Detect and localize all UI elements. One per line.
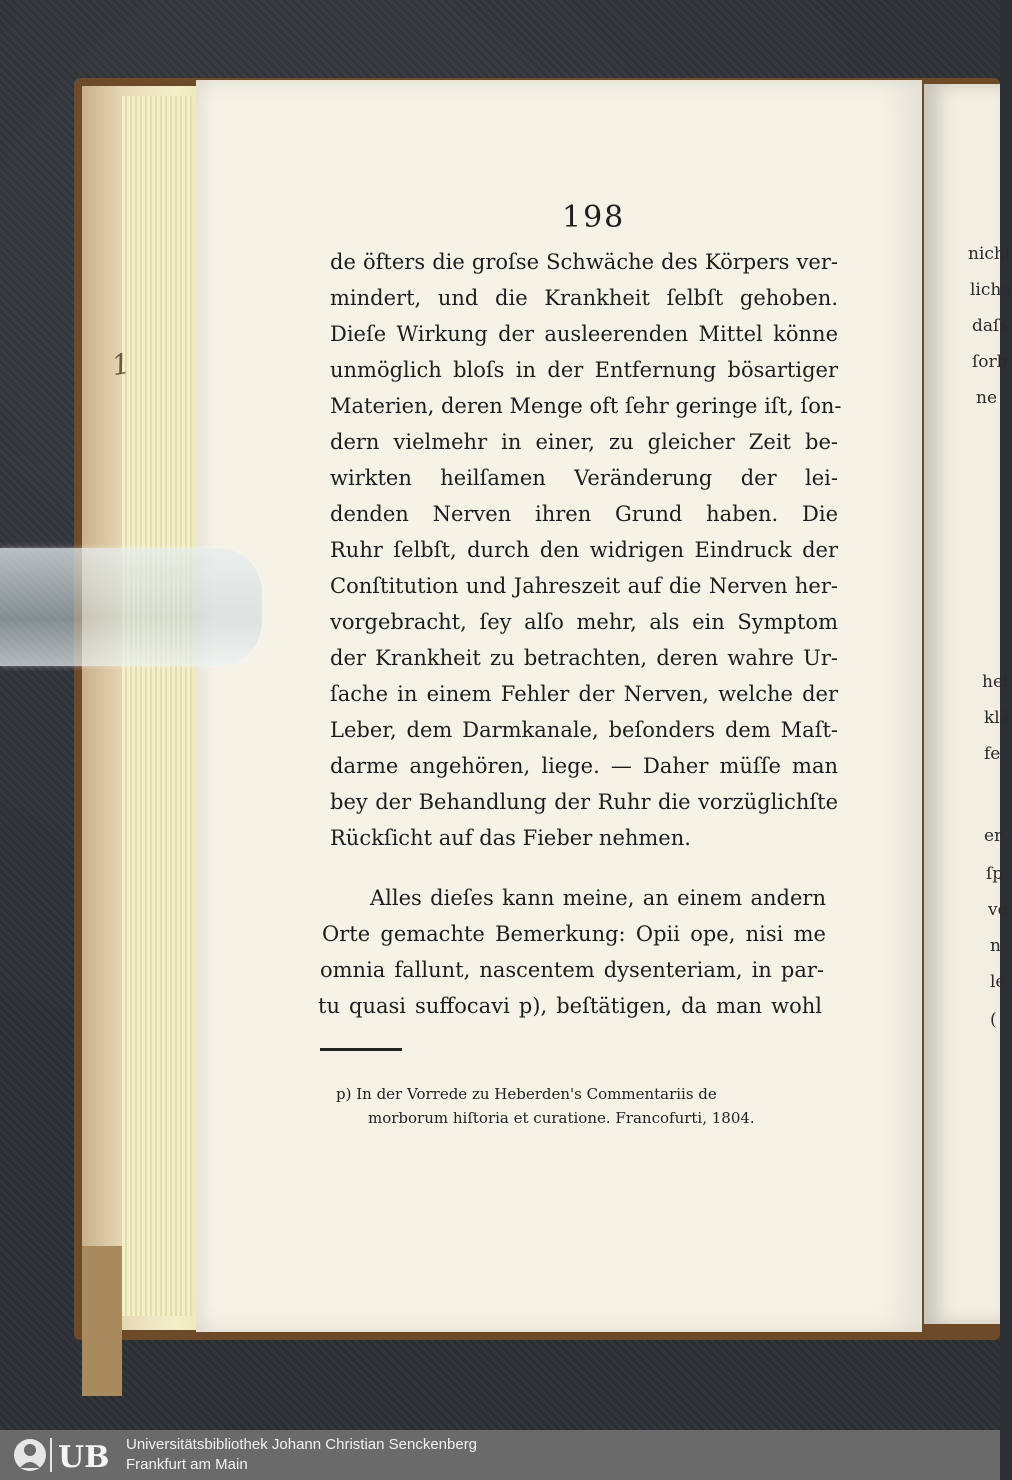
text-line: unmöglich bloſs in der Entfernung bösartiger: [330, 358, 838, 382]
library-footer: [0, 1430, 1000, 1480]
text-line: Alles dieſes kann meine, an einem andern: [370, 886, 826, 910]
cover-strip: [82, 1246, 122, 1396]
text-line: Materien, deren Menge oft ſehr geringe iſt, ſon-: [330, 394, 842, 418]
facing-word: ve: [988, 900, 1008, 920]
ub-logo-text: UB: [58, 1440, 110, 1475]
facing-word: (: [990, 1010, 997, 1030]
text-line: wirkten heilſamen Veränderung der lei-: [330, 466, 838, 490]
facing-word: le: [990, 972, 1006, 992]
facing-word: n: [990, 936, 1001, 956]
text-line: Ruhr ſelbſt, durch den widrigen Eindruck der: [330, 538, 838, 562]
text-line: omnia fallunt, nascentem dysenteriam, in par-: [320, 958, 824, 982]
text-line: mindert, und die Krankheit ſelbſt gehoben.: [330, 286, 838, 310]
facing-word: liche: [970, 280, 1012, 300]
page-number: 198: [562, 200, 626, 235]
text-line: bey der Behandlung der Ruhr die vorzüglichſte: [330, 790, 838, 814]
text-line: tu quasi suffocavi p), beſtätigen, da man wohl: [318, 994, 822, 1018]
facing-word: ne: [976, 388, 998, 408]
page-edges: [122, 96, 192, 1316]
text-line: Conſtitution und Jahreszeit auf die Nerven her-: [330, 574, 838, 598]
footnote-rule: [320, 1048, 402, 1051]
library-name: Universitätsbibliothek Johann Christian Senckenberg: [126, 1436, 478, 1453]
text-line: dern vielmehr in einer, zu gleicher Zeit be-: [330, 430, 838, 454]
text-line: denden Nerven ihren Grund haben. Die: [330, 502, 838, 526]
text-line: ſache in einem Fehler der Nerven, welche der: [330, 682, 838, 706]
text-line: darme angehören, liege. — Daher müſſe man: [330, 754, 838, 778]
facing-word: er: [984, 826, 1003, 846]
facing-word: nicht: [968, 244, 1012, 264]
facing-word: ſp: [986, 864, 1004, 884]
facing-word: daſs: [972, 316, 1009, 336]
footnote-line: p) In der Vorrede zu Heberden's Commentariis de: [336, 1085, 717, 1103]
ub-logo-icon: [8, 1434, 120, 1476]
facing-word: fe: [984, 744, 1001, 764]
library-city: Frankfurt am Main: [126, 1456, 248, 1473]
footnote-line: morborum hiſtoria et curatione. Francofurti, 1804.: [368, 1109, 755, 1127]
facing-page: [924, 84, 1012, 1324]
text-line: Dieſe Wirkung der ausleerenden Mittel könne: [330, 322, 838, 346]
text-line: der Krankheit zu betrachten, deren wahre Ur-: [330, 646, 838, 670]
margin-pencil-mark: 1: [109, 346, 133, 383]
text-line: Orte gemachte Bemerkung: Opii ope, nisi me: [322, 922, 826, 946]
plastic-page-holder: [0, 548, 262, 666]
facing-word: ſorb: [972, 352, 1008, 372]
page-stack: [82, 86, 200, 1330]
text-line: de öfters die groſse Schwäche des Körpers ver-: [330, 250, 838, 274]
facing-word: klä: [984, 708, 1010, 728]
text-line: Leber, dem Darmkanale, beſonders dem Maſt-: [330, 718, 838, 742]
text-line: Rückſicht auf das Fieber nehmen.: [330, 826, 691, 850]
text-line: vorgebracht, ſey alſo mehr, als ein Symptom: [330, 610, 838, 634]
facing-word: hei: [982, 672, 1009, 692]
